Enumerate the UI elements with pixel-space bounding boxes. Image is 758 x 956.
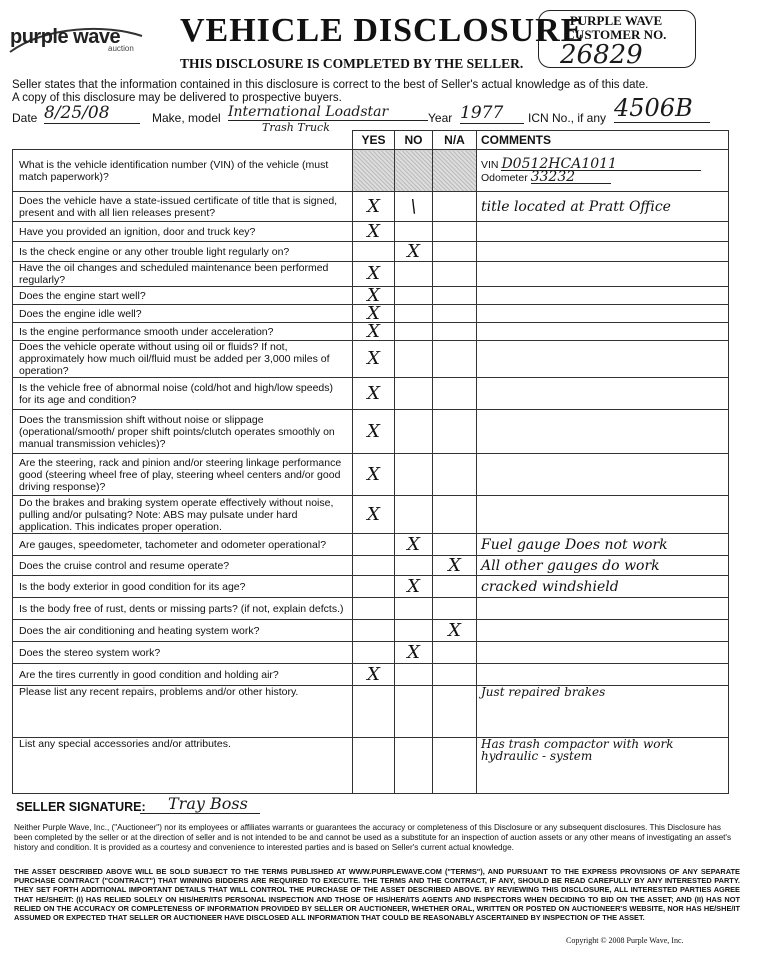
vin-label: VIN xyxy=(481,158,499,171)
comment-field[interactable] xyxy=(477,642,729,664)
yes-checkbox[interactable]: X xyxy=(353,496,395,534)
no-checkbox[interactable] xyxy=(395,598,433,620)
terms-text: THE ASSET DESCRIBED ABOVE WILL BE SOLD SUBJECT TO THE TERMS PUBLISHED AT WWW.PURPLEWAVE.COM ("TERMS"), AND PURSUANT TO THE EXPRESS PROVISIONS OF ANY SEPARATE PURCHASE CONTRACT ("CONTRACT") THAT WINNING BIDDERS ARE REQUIRED TO EXECUTE. THE TERMS AND THE CONTRACT, IF ANY, SHOULD BE READ CAREFULLY BY ANY INTERESTED PARTY. THEY SET FORTH ADDITIONAL IMPORTANT DETAILS THAT WILL CONTROL THE PURCHASE OF THE ASSET DESCRIBED ABOVE. BY REVIEWING THIS DISCLOSURE, ALL INTERESTED PARTIES AGREE THAT HE/SHE/IT: (I) HAS RELIED SOLELY ON HIS/HER/ITS PERSONAL INSPECTION AND THOSE OF HIS/HER/ITS AGENTS AND INSPECTORS WHEN DECIDING TO BID ON THE ASSET; AND (II) HAS NOT RELIED ON THE ACCURACY OR COMPLETENESS OF INFORMATION PROVIDED BY SELLER OR AUCTIONEER, WHETHER ORAL, WRITTEN OR POSTED ON AUCTIONEER'S WEBSITE, NOR HAS HE/SHE/IT ASSUMED OR EXPECTED THAT SELLER OR AUCTIONEER HAVE DISCLOSED ALL INFORMATION THAT COULD BE REASONABLY ASCERTAINED BY INSPECTION OF THE ASSET. xyxy=(14,867,740,923)
customer-label: PURPLE WAVE CUSTOMER NO. xyxy=(565,13,667,42)
no-checkbox[interactable] xyxy=(395,323,433,341)
comment-field[interactable] xyxy=(477,598,729,620)
na-checkbox[interactable] xyxy=(433,738,477,794)
question-text: Does the stereo system work? xyxy=(13,642,353,664)
icn-field[interactable]: 4506B xyxy=(614,94,710,123)
yes-checkbox[interactable]: X xyxy=(353,664,395,686)
no-checkbox[interactable] xyxy=(395,410,433,454)
no-checkbox[interactable] xyxy=(395,496,433,534)
no-checkbox[interactable] xyxy=(395,738,433,794)
no-checkbox[interactable] xyxy=(395,454,433,496)
yes-checkbox[interactable] xyxy=(353,738,395,794)
no-checkbox[interactable] xyxy=(395,686,433,738)
col-yes: YES xyxy=(353,131,395,150)
yes-checkbox[interactable]: X xyxy=(353,262,395,287)
table-row xyxy=(13,576,729,598)
na-checkbox[interactable] xyxy=(433,222,477,242)
table-row xyxy=(13,556,729,576)
table-row xyxy=(13,410,729,454)
table-row xyxy=(13,496,729,534)
na-checkbox[interactable] xyxy=(433,242,477,262)
comment-field[interactable] xyxy=(477,305,729,323)
comment-field[interactable] xyxy=(477,496,729,534)
logo-text: purple wave xyxy=(10,26,121,48)
yes-checkbox[interactable]: X xyxy=(353,341,395,378)
page-subtitle: THIS DISCLOSURE IS COMPLETED BY THE SELLER. xyxy=(180,56,524,71)
question-text: Does the vehicle have a state-issued certificate of title that is signed, present and with all lien releases present? xyxy=(13,192,353,222)
comment-field[interactable] xyxy=(477,378,729,410)
no-checkbox[interactable]: X xyxy=(395,642,433,664)
question-text: Is the vehicle free of abnormal noise (cold/hot and high/low speeds) for its age and condition? xyxy=(13,378,353,410)
yes-checkbox[interactable] xyxy=(353,576,395,598)
na-checkbox[interactable] xyxy=(433,192,477,222)
na-checkbox[interactable] xyxy=(433,686,477,738)
na-checkbox[interactable] xyxy=(433,454,477,496)
customer-number[interactable]: 26829 xyxy=(560,40,643,70)
table-row xyxy=(13,642,729,664)
vin-value[interactable]: D0512HCA1011 xyxy=(501,158,701,171)
vin-cell xyxy=(477,150,729,192)
question-text: Have the oil changes and scheduled maintenance been performed regularly? xyxy=(13,262,353,287)
comment-field[interactable] xyxy=(477,287,729,305)
date-field[interactable]: 8/25/08 xyxy=(44,103,140,124)
signature-label: SELLER SIGNATURE: xyxy=(16,800,146,814)
na-checkbox[interactable] xyxy=(433,534,477,556)
question-text: Are the tires currently in good condition and holding air? xyxy=(13,664,353,686)
na-checkbox[interactable] xyxy=(433,576,477,598)
signature-value[interactable]: Tray Boss xyxy=(168,794,248,813)
col-comments: COMMENTS xyxy=(477,131,729,150)
question-text: Does the cruise control and resume operate? xyxy=(13,556,353,576)
question-text: Does the engine idle well? xyxy=(13,305,353,323)
disclaimer-text: Neither Purple Wave, Inc., ("Auctioneer") nor its employees or affiliates warrants or guarantees the accuracy or completeness of this Disclosure or any subsequent disclosures. This Disclosure has been completed by the seller or at the direction of seller and is not intended to be and cannot be used as a substitute for an inspection of auction assets or any other means of investigating an asset's history and condition. It is provided as a courtesy and convenience to interested parties and is based on Seller's current actual knowledge. xyxy=(14,823,732,852)
na-checkbox[interactable]: X xyxy=(433,556,477,576)
vin-question: What is the vehicle identification number (VIN) of the vehicle (must match paperwork)? xyxy=(13,150,353,192)
na-checkbox[interactable] xyxy=(433,642,477,664)
question-text: Does the engine start well? xyxy=(13,287,353,305)
table-row xyxy=(13,454,729,496)
page-title: VEHICLE DISCLOSURE xyxy=(180,12,585,49)
yes-checkbox[interactable]: X xyxy=(353,287,395,305)
table-row xyxy=(13,242,729,262)
comment-field[interactable]: All other gauges do work xyxy=(477,556,729,576)
intro-line-2: A copy of this disclosure may be delivered to prospective buyers. xyxy=(12,92,342,104)
table-row xyxy=(13,686,729,738)
no-checkbox[interactable] xyxy=(395,222,433,242)
col-no: NO xyxy=(395,131,433,150)
signature-line xyxy=(140,813,260,814)
yes-checkbox[interactable] xyxy=(353,598,395,620)
comment-field[interactable] xyxy=(477,242,729,262)
yes-checkbox[interactable] xyxy=(353,534,395,556)
yes-checkbox[interactable] xyxy=(353,556,395,576)
date-label: Date xyxy=(12,111,38,125)
no-checkbox[interactable]: X xyxy=(395,534,433,556)
table-row xyxy=(13,305,729,323)
comment-field[interactable]: title located at Pratt Office xyxy=(477,192,729,222)
comment-field[interactable] xyxy=(477,262,729,287)
na-checkbox[interactable] xyxy=(433,287,477,305)
question-text: Does the vehicle operate without using oil or fluids? If not, approximately how much oil/fluid must be added per 3,000 miles of operation? xyxy=(13,341,353,378)
no-checkbox[interactable]: X xyxy=(395,242,433,262)
question-text: List any special accessories and/or attributes. xyxy=(13,738,353,794)
na-checkbox[interactable] xyxy=(433,664,477,686)
question-text: Is the body exterior in good condition for its age? xyxy=(13,576,353,598)
comment-field[interactable]: Has trash compactor with work hydraulic - system xyxy=(477,738,729,794)
na-checkbox[interactable] xyxy=(433,378,477,410)
table-row xyxy=(13,598,729,620)
comment-field[interactable] xyxy=(477,454,729,496)
vin-row xyxy=(13,150,729,192)
yes-checkbox[interactable]: X xyxy=(353,378,395,410)
table-row xyxy=(13,534,729,556)
no-checkbox[interactable]: X xyxy=(395,576,433,598)
table-row xyxy=(13,262,729,287)
odometer-value[interactable]: 33232 xyxy=(531,171,611,184)
question-text: Have you provided an ignition, door and truck key? xyxy=(13,222,353,242)
na-checkbox[interactable] xyxy=(433,341,477,378)
comment-field[interactable]: Just repaired brakes xyxy=(477,686,729,738)
yes-checkbox[interactable]: X xyxy=(353,192,395,222)
yes-checkbox[interactable]: X xyxy=(353,305,395,323)
no-checkbox[interactable] xyxy=(395,664,433,686)
yes-checkbox[interactable]: X xyxy=(353,454,395,496)
comment-field[interactable] xyxy=(477,222,729,242)
na-checkbox[interactable] xyxy=(433,496,477,534)
year-field[interactable]: 1977 xyxy=(460,103,524,124)
copyright: Copyright © 2008 Purple Wave, Inc. xyxy=(566,936,684,945)
yes-checkbox[interactable]: X xyxy=(353,323,395,341)
na-checkbox[interactable]: X xyxy=(433,620,477,642)
question-text: Is the check engine or any other trouble light regularly on? xyxy=(13,242,353,262)
no-checkbox[interactable] xyxy=(395,305,433,323)
odometer-label: Odometer xyxy=(481,171,528,184)
yes-checkbox[interactable] xyxy=(353,242,395,262)
comment-field[interactable]: cracked windshield xyxy=(477,576,729,598)
na-checkbox[interactable] xyxy=(433,410,477,454)
no-checkbox[interactable] xyxy=(395,287,433,305)
table-row xyxy=(13,378,729,410)
na-checkbox[interactable] xyxy=(433,598,477,620)
no-checkbox[interactable] xyxy=(395,556,433,576)
comment-field[interactable] xyxy=(477,664,729,686)
no-checkbox[interactable]: \ xyxy=(395,192,433,222)
icn-label: ICN No., if any xyxy=(528,111,607,125)
table-row xyxy=(13,222,729,242)
table-row xyxy=(13,620,729,642)
year-label: Year xyxy=(428,111,453,125)
no-checkbox[interactable] xyxy=(395,341,433,378)
na-checkbox[interactable] xyxy=(433,262,477,287)
question-text: Is the engine performance smooth under acceleration? xyxy=(13,323,353,341)
question-text: Are gauges, speedometer, tachometer and odometer operational? xyxy=(13,534,353,556)
no-checkbox[interactable] xyxy=(395,378,433,410)
table-row xyxy=(13,664,729,686)
yes-checkbox[interactable] xyxy=(353,686,395,738)
yes-checkbox[interactable] xyxy=(353,620,395,642)
disclosure-table xyxy=(12,130,729,794)
comment-field[interactable]: Fuel gauge Does not work xyxy=(477,534,729,556)
table-row xyxy=(13,287,729,305)
table-row xyxy=(13,341,729,378)
no-checkbox[interactable] xyxy=(395,262,433,287)
comment-field[interactable] xyxy=(477,620,729,642)
question-text: Please list any recent repairs, problems and/or other history. xyxy=(13,686,353,738)
yes-checkbox[interactable] xyxy=(353,642,395,664)
table-row xyxy=(13,323,729,341)
comment-field[interactable] xyxy=(477,410,729,454)
comment-field[interactable] xyxy=(477,341,729,378)
na-checkbox[interactable] xyxy=(433,323,477,341)
make-extra: Trash Truck xyxy=(262,121,330,134)
question-text: Are the steering, rack and pinion and/or steering linkage performance good (steering wheel free of play, steering wheel centers and/or good driving response)? xyxy=(13,454,353,496)
col-na: N/A xyxy=(433,131,477,150)
question-text: Does the air conditioning and heating system work? xyxy=(13,620,353,642)
question-text: Do the brakes and braking system operate effectively without noise, pulling and/or pulsating? Note: ABS may pulsate under hard application. This indicates proper operation. xyxy=(13,496,353,534)
na-checkbox[interactable] xyxy=(433,305,477,323)
intro-line-1: Seller states that the information contained in this disclosure is correct to the best of Seller's actual knowledge as of this date. xyxy=(12,79,649,91)
no-checkbox[interactable] xyxy=(395,620,433,642)
yes-checkbox[interactable]: X xyxy=(353,410,395,454)
question-text: Does the transmission shift without noise or slippage (operational/smooth/ proper shift points/clutch operates smoothly on manual transmission vehicles)? xyxy=(13,410,353,454)
table-row xyxy=(13,738,729,794)
logo-sub: auction xyxy=(108,44,134,53)
table-row xyxy=(13,192,729,222)
yes-checkbox[interactable]: X xyxy=(353,222,395,242)
comment-field[interactable] xyxy=(477,323,729,341)
make-label: Make, model xyxy=(152,111,221,125)
question-text: Is the body free of rust, dents or missing parts? (if not, explain defcts.) xyxy=(13,598,353,620)
make-field[interactable]: International Loadstar xyxy=(228,104,428,121)
